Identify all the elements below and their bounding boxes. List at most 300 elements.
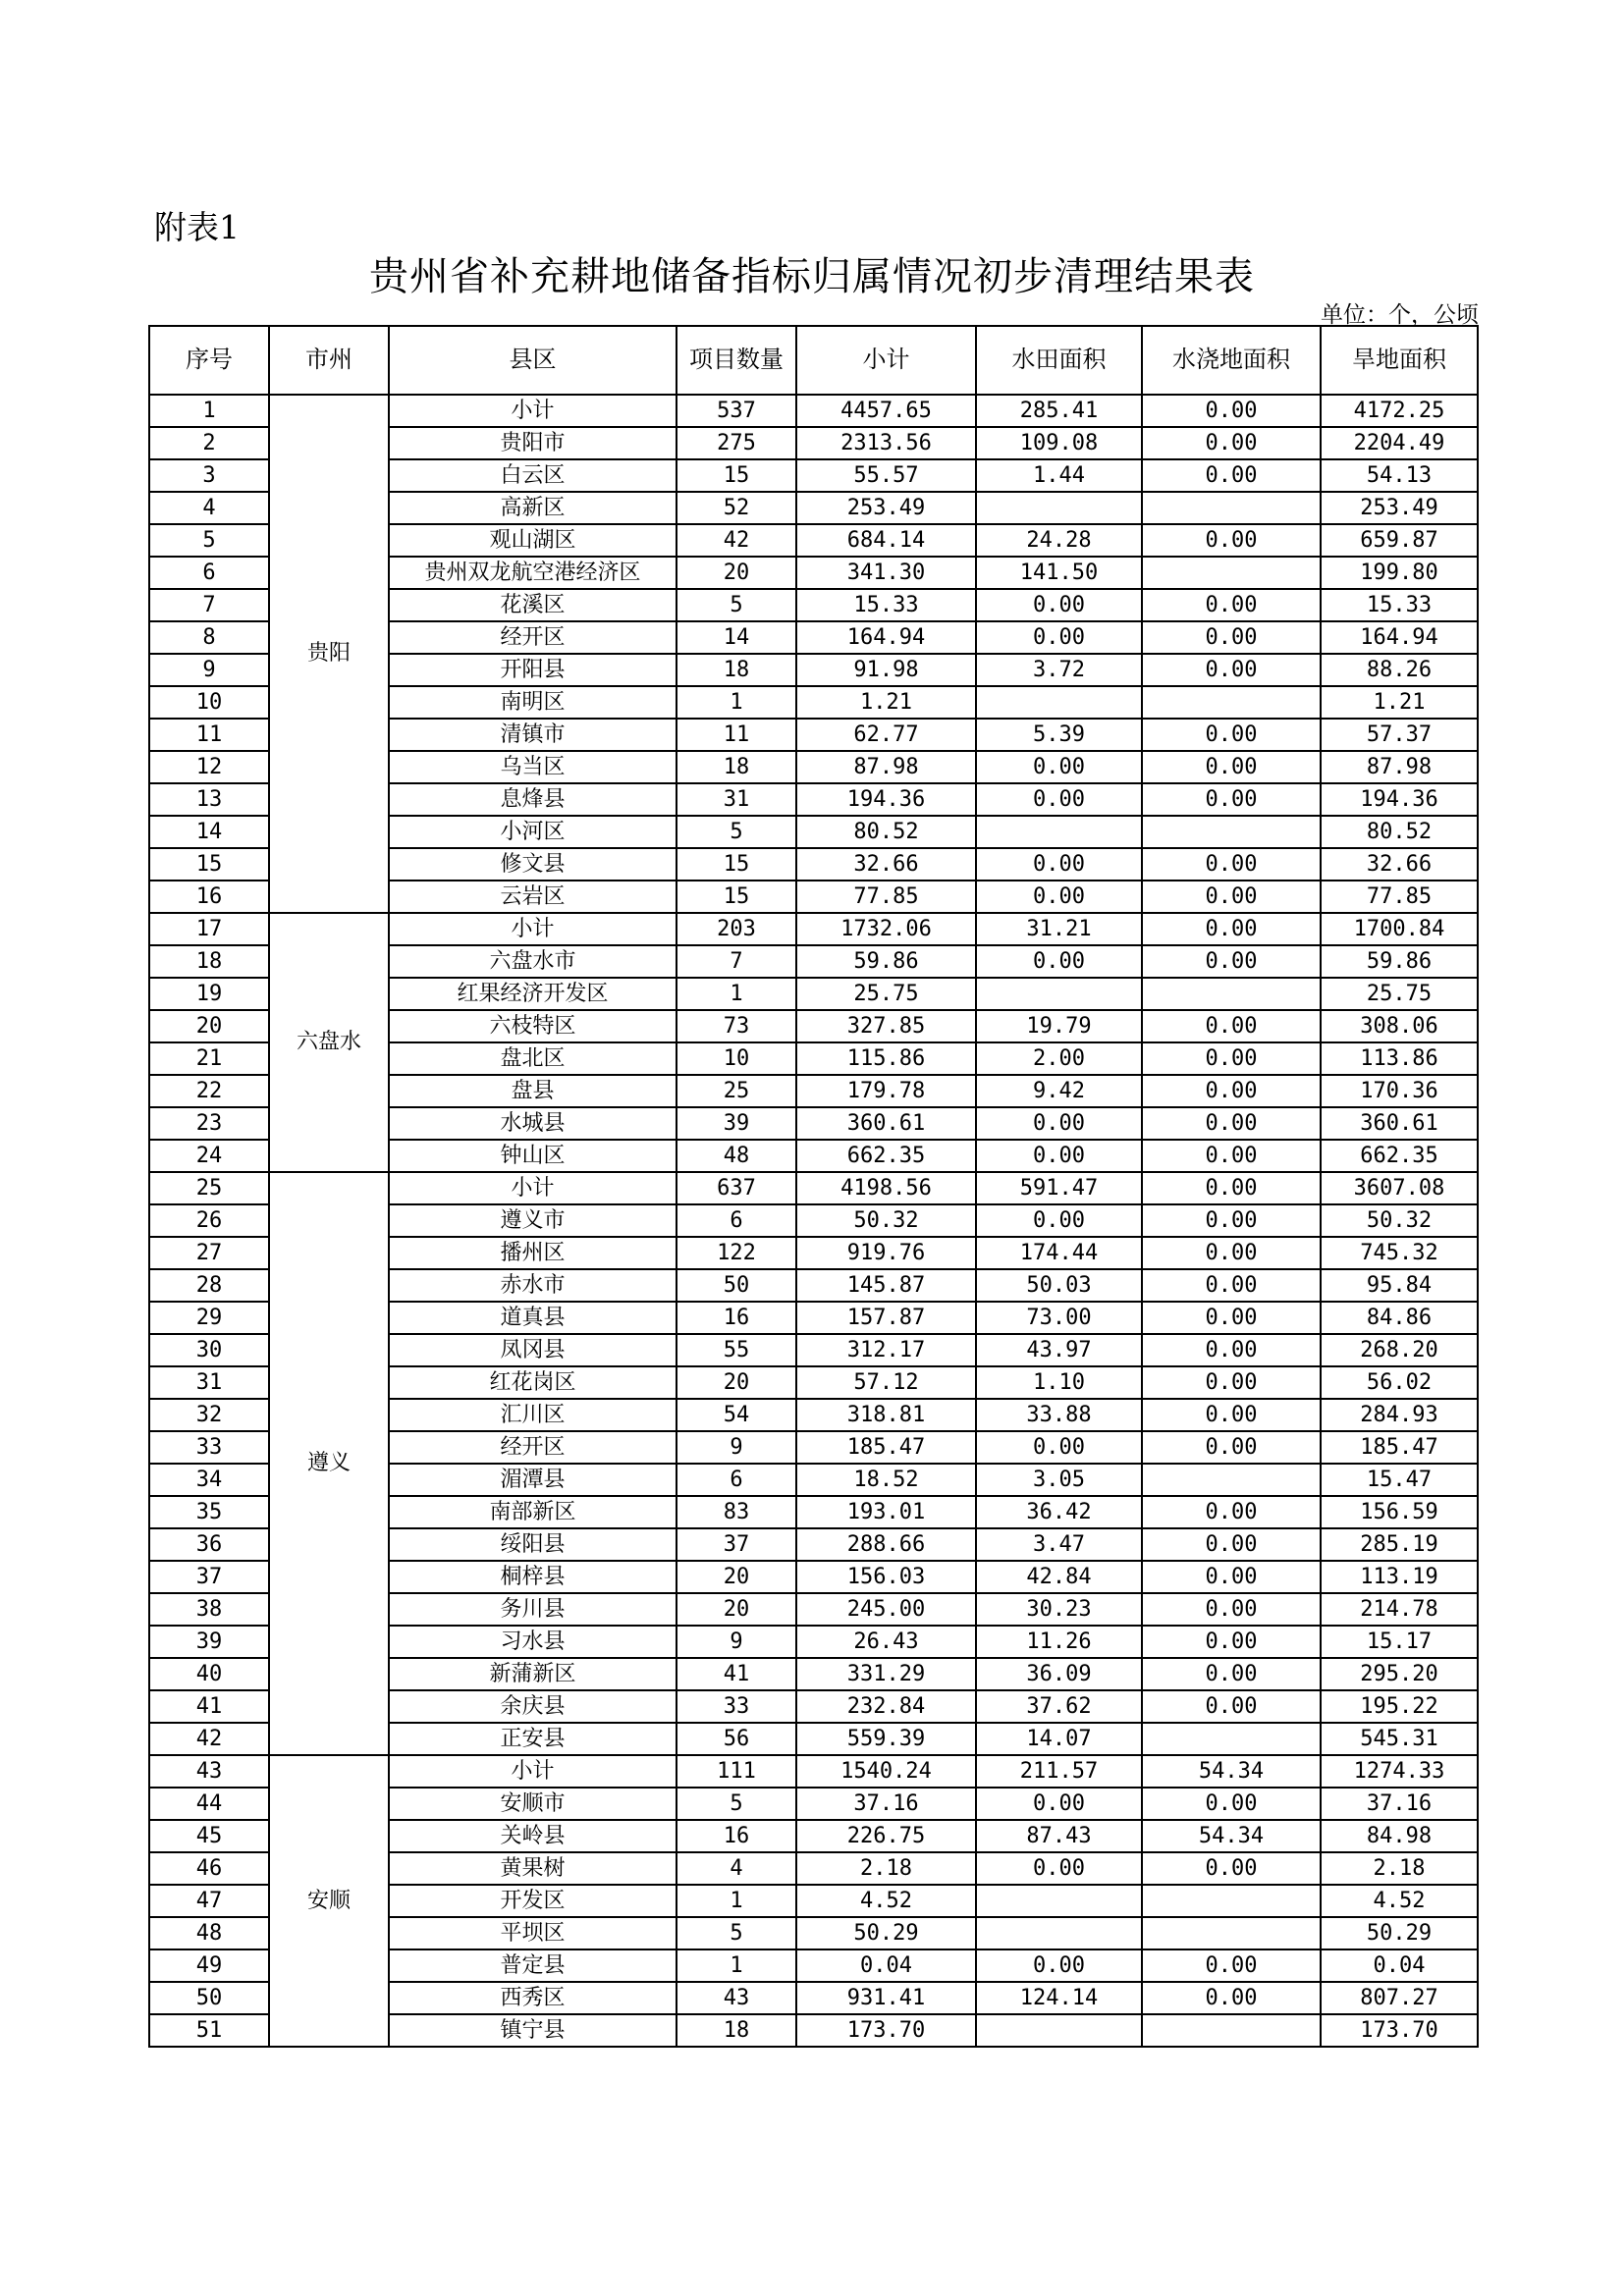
cell-county: 务川县 xyxy=(389,1593,677,1626)
cell-dry: 164.94 xyxy=(1321,621,1478,654)
cell-subtotal: 360.61 xyxy=(796,1107,976,1140)
cell-dry: 4.52 xyxy=(1321,1885,1478,1917)
cell-count: 1 xyxy=(677,1949,796,1982)
header-irrigated: 水浇地面积 xyxy=(1142,326,1321,395)
cell-county: 安顺市 xyxy=(389,1788,677,1820)
cell-county: 红花岗区 xyxy=(389,1366,677,1399)
cell-paddy: 14.07 xyxy=(976,1723,1142,1755)
cell-dry: 32.66 xyxy=(1321,848,1478,881)
cell-paddy: 43.97 xyxy=(976,1334,1142,1366)
cell-seq: 13 xyxy=(149,783,269,816)
cell-count: 1 xyxy=(677,686,796,719)
cell-paddy: 211.57 xyxy=(976,1755,1142,1788)
cell-irrigated: 0.00 xyxy=(1142,1658,1321,1690)
cell-paddy: 0.00 xyxy=(976,589,1142,621)
cell-subtotal: 0.04 xyxy=(796,1949,976,1982)
header-county: 县区 xyxy=(389,326,677,395)
cell-seq: 44 xyxy=(149,1788,269,1820)
cell-subtotal: 1540.24 xyxy=(796,1755,976,1788)
appendix-label: 附表1 xyxy=(154,208,240,246)
cell-irrigated xyxy=(1142,978,1321,1010)
cell-subtotal: 2.18 xyxy=(796,1852,976,1885)
cell-count: 6 xyxy=(677,1204,796,1237)
cell-dry: 2.18 xyxy=(1321,1852,1478,1885)
cell-paddy xyxy=(976,686,1142,719)
cell-dry: 88.26 xyxy=(1321,654,1478,686)
cell-city: 贵阳 xyxy=(269,395,389,913)
cell-irrigated: 0.00 xyxy=(1142,621,1321,654)
cell-irrigated: 0.00 xyxy=(1142,395,1321,427)
cell-seq: 16 xyxy=(149,881,269,913)
cell-count: 5 xyxy=(677,1917,796,1949)
cell-seq: 47 xyxy=(149,1885,269,1917)
cell-count: 20 xyxy=(677,1593,796,1626)
cell-count: 20 xyxy=(677,1561,796,1593)
cell-county: 高新区 xyxy=(389,492,677,524)
cell-count: 637 xyxy=(677,1172,796,1204)
cell-county: 汇川区 xyxy=(389,1399,677,1431)
cell-irrigated: 0.00 xyxy=(1142,1626,1321,1658)
cell-paddy: 31.21 xyxy=(976,913,1142,945)
cell-county: 赤水市 xyxy=(389,1269,677,1302)
cell-dry: 284.93 xyxy=(1321,1399,1478,1431)
cell-seq: 34 xyxy=(149,1464,269,1496)
cell-subtotal: 341.30 xyxy=(796,557,976,589)
cell-county: 息烽县 xyxy=(389,783,677,816)
cell-subtotal: 87.98 xyxy=(796,751,976,783)
cell-subtotal: 4.52 xyxy=(796,1885,976,1917)
cell-paddy: 1.10 xyxy=(976,1366,1142,1399)
cell-subtotal: 327.85 xyxy=(796,1010,976,1042)
cell-count: 275 xyxy=(677,427,796,459)
cell-county: 经开区 xyxy=(389,1431,677,1464)
cell-count: 4 xyxy=(677,1852,796,1885)
cell-subtotal: 1732.06 xyxy=(796,913,976,945)
cell-seq: 36 xyxy=(149,1528,269,1561)
header-seq: 序号 xyxy=(149,326,269,395)
cell-seq: 33 xyxy=(149,1431,269,1464)
cell-county: 凤冈县 xyxy=(389,1334,677,1366)
cell-irrigated xyxy=(1142,557,1321,589)
cell-subtotal: 156.03 xyxy=(796,1561,976,1593)
cell-irrigated xyxy=(1142,816,1321,848)
cell-count: 42 xyxy=(677,524,796,557)
cell-paddy: 591.47 xyxy=(976,1172,1142,1204)
cell-subtotal: 1.21 xyxy=(796,686,976,719)
cell-subtotal: 55.57 xyxy=(796,459,976,492)
cell-seq: 8 xyxy=(149,621,269,654)
table-row xyxy=(149,913,1478,945)
cell-county: 普定县 xyxy=(389,1949,677,1982)
cell-paddy: 0.00 xyxy=(976,945,1142,978)
cell-paddy: 0.00 xyxy=(976,621,1142,654)
cell-dry: 15.33 xyxy=(1321,589,1478,621)
cell-seq: 19 xyxy=(149,978,269,1010)
cell-count: 11 xyxy=(677,719,796,751)
cell-paddy: 0.00 xyxy=(976,1107,1142,1140)
cell-paddy: 1.44 xyxy=(976,459,1142,492)
cell-paddy: 0.00 xyxy=(976,1431,1142,1464)
cell-irrigated: 0.00 xyxy=(1142,1107,1321,1140)
cell-count: 37 xyxy=(677,1528,796,1561)
cell-county: 盘县 xyxy=(389,1075,677,1107)
cell-irrigated: 0.00 xyxy=(1142,1172,1321,1204)
cell-irrigated: 0.00 xyxy=(1142,427,1321,459)
cell-subtotal: 50.29 xyxy=(796,1917,976,1949)
cell-paddy: 285.41 xyxy=(976,395,1142,427)
cell-dry: 54.13 xyxy=(1321,459,1478,492)
cell-irrigated xyxy=(1142,1917,1321,1949)
cell-paddy: 0.00 xyxy=(976,1852,1142,1885)
cell-county: 白云区 xyxy=(389,459,677,492)
cell-paddy xyxy=(976,978,1142,1010)
cell-irrigated: 0.00 xyxy=(1142,1204,1321,1237)
cell-subtotal: 50.32 xyxy=(796,1204,976,1237)
cell-irrigated: 0.00 xyxy=(1142,1042,1321,1075)
cell-count: 20 xyxy=(677,557,796,589)
cell-seq: 43 xyxy=(149,1755,269,1788)
cell-seq: 38 xyxy=(149,1593,269,1626)
cell-dry: 50.32 xyxy=(1321,1204,1478,1237)
cell-irrigated: 0.00 xyxy=(1142,1982,1321,2014)
cell-count: 15 xyxy=(677,459,796,492)
cell-dry: 173.70 xyxy=(1321,2014,1478,2047)
cell-county: 六枝特区 xyxy=(389,1010,677,1042)
cell-seq: 25 xyxy=(149,1172,269,1204)
cell-dry: 1.21 xyxy=(1321,686,1478,719)
cell-dry: 807.27 xyxy=(1321,1982,1478,2014)
cell-subtotal: 18.52 xyxy=(796,1464,976,1496)
cell-subtotal: 57.12 xyxy=(796,1366,976,1399)
cell-paddy: 30.23 xyxy=(976,1593,1142,1626)
cell-dry: 662.35 xyxy=(1321,1140,1478,1172)
cell-subtotal: 288.66 xyxy=(796,1528,976,1561)
cell-irrigated: 0.00 xyxy=(1142,783,1321,816)
cell-dry: 4172.25 xyxy=(1321,395,1478,427)
cell-subtotal: 331.29 xyxy=(796,1658,976,1690)
cell-county: 小计 xyxy=(389,1755,677,1788)
cell-subtotal: 32.66 xyxy=(796,848,976,881)
cell-irrigated: 0.00 xyxy=(1142,1302,1321,1334)
cell-paddy: 11.26 xyxy=(976,1626,1142,1658)
cell-county: 道真县 xyxy=(389,1302,677,1334)
cell-seq: 29 xyxy=(149,1302,269,1334)
cell-county: 修文县 xyxy=(389,848,677,881)
cell-seq: 32 xyxy=(149,1399,269,1431)
cell-dry: 59.86 xyxy=(1321,945,1478,978)
cell-count: 18 xyxy=(677,751,796,783)
cell-paddy: 0.00 xyxy=(976,848,1142,881)
cell-seq: 6 xyxy=(149,557,269,589)
cell-county: 习水县 xyxy=(389,1626,677,1658)
cell-count: 73 xyxy=(677,1010,796,1042)
cell-irrigated: 0.00 xyxy=(1142,881,1321,913)
cell-subtotal: 4198.56 xyxy=(796,1172,976,1204)
cell-county: 经开区 xyxy=(389,621,677,654)
cell-county: 南明区 xyxy=(389,686,677,719)
cell-dry: 268.20 xyxy=(1321,1334,1478,1366)
cell-dry: 95.84 xyxy=(1321,1269,1478,1302)
document-title: 贵州省补充耕地储备指标归属情况初步清理结果表 xyxy=(369,254,1255,299)
cell-subtotal: 662.35 xyxy=(796,1140,976,1172)
cell-city: 六盘水 xyxy=(269,913,389,1172)
cell-subtotal: 193.01 xyxy=(796,1496,976,1528)
cell-count: 43 xyxy=(677,1982,796,2014)
cell-county: 观山湖区 xyxy=(389,524,677,557)
cell-seq: 1 xyxy=(149,395,269,427)
cell-seq: 2 xyxy=(149,427,269,459)
cell-seq: 17 xyxy=(149,913,269,945)
cell-count: 52 xyxy=(677,492,796,524)
cell-seq: 3 xyxy=(149,459,269,492)
cell-count: 31 xyxy=(677,783,796,816)
cell-irrigated: 0.00 xyxy=(1142,1075,1321,1107)
cell-irrigated: 0.00 xyxy=(1142,751,1321,783)
cell-dry: 194.36 xyxy=(1321,783,1478,816)
cell-irrigated: 0.00 xyxy=(1142,459,1321,492)
cell-paddy xyxy=(976,492,1142,524)
cell-count: 1 xyxy=(677,978,796,1010)
cell-subtotal: 80.52 xyxy=(796,816,976,848)
cell-county: 小计 xyxy=(389,1172,677,1204)
cell-count: 48 xyxy=(677,1140,796,1172)
cell-paddy xyxy=(976,816,1142,848)
cell-county: 云岩区 xyxy=(389,881,677,913)
cell-dry: 77.85 xyxy=(1321,881,1478,913)
cell-dry: 156.59 xyxy=(1321,1496,1478,1528)
cell-subtotal: 77.85 xyxy=(796,881,976,913)
cell-county: 播州区 xyxy=(389,1237,677,1269)
cell-seq: 9 xyxy=(149,654,269,686)
cell-paddy: 174.44 xyxy=(976,1237,1142,1269)
cell-irrigated: 0.00 xyxy=(1142,913,1321,945)
cell-county: 盘北区 xyxy=(389,1042,677,1075)
cell-seq: 48 xyxy=(149,1917,269,1949)
cell-irrigated: 0.00 xyxy=(1142,1431,1321,1464)
cell-count: 9 xyxy=(677,1431,796,1464)
cell-county: 关岭县 xyxy=(389,1820,677,1852)
cell-seq: 39 xyxy=(149,1626,269,1658)
cell-dry: 15.47 xyxy=(1321,1464,1478,1496)
cell-city: 安顺 xyxy=(269,1755,389,2047)
cell-subtotal: 194.36 xyxy=(796,783,976,816)
cell-irrigated xyxy=(1142,1464,1321,1496)
cell-irrigated: 0.00 xyxy=(1142,1366,1321,1399)
cell-county: 开阳县 xyxy=(389,654,677,686)
cell-seq: 49 xyxy=(149,1949,269,1982)
cell-irrigated: 0.00 xyxy=(1142,1528,1321,1561)
cell-dry: 113.19 xyxy=(1321,1561,1478,1593)
cell-city: 遵义 xyxy=(269,1172,389,1755)
cell-dry: 659.87 xyxy=(1321,524,1478,557)
cell-count: 1 xyxy=(677,1885,796,1917)
cell-count: 9 xyxy=(677,1626,796,1658)
cell-paddy: 0.00 xyxy=(976,1204,1142,1237)
cell-subtotal: 2313.56 xyxy=(796,427,976,459)
cell-paddy: 0.00 xyxy=(976,881,1142,913)
data-table xyxy=(148,325,1479,2048)
cell-subtotal: 253.49 xyxy=(796,492,976,524)
cell-seq: 20 xyxy=(149,1010,269,1042)
cell-seq: 22 xyxy=(149,1075,269,1107)
cell-seq: 10 xyxy=(149,686,269,719)
cell-county: 小计 xyxy=(389,395,677,427)
cell-county: 余庆县 xyxy=(389,1690,677,1723)
cell-subtotal: 318.81 xyxy=(796,1399,976,1431)
cell-subtotal: 173.70 xyxy=(796,2014,976,2047)
header-paddy: 水田面积 xyxy=(976,326,1142,395)
cell-count: 16 xyxy=(677,1302,796,1334)
cell-paddy: 3.72 xyxy=(976,654,1142,686)
cell-subtotal: 59.86 xyxy=(796,945,976,978)
cell-subtotal: 185.47 xyxy=(796,1431,976,1464)
cell-seq: 42 xyxy=(149,1723,269,1755)
cell-irrigated: 0.00 xyxy=(1142,1269,1321,1302)
cell-county: 黄果树 xyxy=(389,1852,677,1885)
cell-dry: 253.49 xyxy=(1321,492,1478,524)
cell-paddy: 36.09 xyxy=(976,1658,1142,1690)
header-subtotal: 小计 xyxy=(796,326,976,395)
cell-irrigated: 0.00 xyxy=(1142,654,1321,686)
cell-count: 18 xyxy=(677,2014,796,2047)
cell-paddy: 0.00 xyxy=(976,1949,1142,1982)
cell-subtotal: 164.94 xyxy=(796,621,976,654)
cell-paddy: 124.14 xyxy=(976,1982,1142,2014)
cell-paddy: 9.42 xyxy=(976,1075,1142,1107)
cell-count: 122 xyxy=(677,1237,796,1269)
cell-county: 乌当区 xyxy=(389,751,677,783)
cell-count: 537 xyxy=(677,395,796,427)
cell-irrigated: 0.00 xyxy=(1142,524,1321,557)
cell-dry: 50.29 xyxy=(1321,1917,1478,1949)
cell-seq: 5 xyxy=(149,524,269,557)
cell-subtotal: 684.14 xyxy=(796,524,976,557)
cell-seq: 23 xyxy=(149,1107,269,1140)
cell-seq: 18 xyxy=(149,945,269,978)
cell-subtotal: 26.43 xyxy=(796,1626,976,1658)
cell-count: 39 xyxy=(677,1107,796,1140)
cell-irrigated xyxy=(1142,2014,1321,2047)
header-dry: 旱地面积 xyxy=(1321,326,1478,395)
cell-seq: 27 xyxy=(149,1237,269,1269)
cell-count: 55 xyxy=(677,1334,796,1366)
table-row xyxy=(149,395,1478,427)
cell-county: 贵州双龙航空港经济区 xyxy=(389,557,677,589)
cell-county: 开发区 xyxy=(389,1885,677,1917)
cell-irrigated: 0.00 xyxy=(1142,1949,1321,1982)
cell-seq: 14 xyxy=(149,816,269,848)
cell-paddy: 0.00 xyxy=(976,783,1142,816)
cell-county: 清镇市 xyxy=(389,719,677,751)
cell-county: 平坝区 xyxy=(389,1917,677,1949)
unit-note: 单位：个，公顷 xyxy=(1321,302,1479,328)
cell-paddy xyxy=(976,1885,1142,1917)
cell-subtotal: 919.76 xyxy=(796,1237,976,1269)
cell-irrigated: 0.00 xyxy=(1142,1334,1321,1366)
cell-count: 111 xyxy=(677,1755,796,1788)
cell-dry: 57.37 xyxy=(1321,719,1478,751)
cell-dry: 25.75 xyxy=(1321,978,1478,1010)
cell-seq: 28 xyxy=(149,1269,269,1302)
cell-count: 33 xyxy=(677,1690,796,1723)
cell-subtotal: 91.98 xyxy=(796,654,976,686)
cell-irrigated: 54.34 xyxy=(1142,1820,1321,1852)
cell-irrigated: 0.00 xyxy=(1142,1010,1321,1042)
table-row xyxy=(149,1172,1478,1204)
cell-county: 桐梓县 xyxy=(389,1561,677,1593)
cell-paddy: 5.39 xyxy=(976,719,1142,751)
cell-subtotal: 179.78 xyxy=(796,1075,976,1107)
cell-irrigated: 0.00 xyxy=(1142,719,1321,751)
cell-dry: 199.80 xyxy=(1321,557,1478,589)
cell-dry: 87.98 xyxy=(1321,751,1478,783)
cell-dry: 3607.08 xyxy=(1321,1172,1478,1204)
cell-irrigated: 0.00 xyxy=(1142,1140,1321,1172)
cell-paddy xyxy=(976,1917,1142,1949)
cell-paddy xyxy=(976,2014,1142,2047)
cell-subtotal: 62.77 xyxy=(796,719,976,751)
cell-irrigated: 0.00 xyxy=(1142,945,1321,978)
cell-dry: 2204.49 xyxy=(1321,427,1478,459)
cell-irrigated: 54.34 xyxy=(1142,1755,1321,1788)
cell-paddy: 2.00 xyxy=(976,1042,1142,1075)
cell-seq: 11 xyxy=(149,719,269,751)
cell-subtotal: 232.84 xyxy=(796,1690,976,1723)
cell-dry: 195.22 xyxy=(1321,1690,1478,1723)
cell-dry: 80.52 xyxy=(1321,816,1478,848)
cell-seq: 12 xyxy=(149,751,269,783)
cell-county: 正安县 xyxy=(389,1723,677,1755)
cell-count: 14 xyxy=(677,621,796,654)
header-count: 项目数量 xyxy=(677,326,796,395)
cell-paddy: 36.42 xyxy=(976,1496,1142,1528)
cell-irrigated: 0.00 xyxy=(1142,848,1321,881)
cell-dry: 84.98 xyxy=(1321,1820,1478,1852)
cell-dry: 56.02 xyxy=(1321,1366,1478,1399)
cell-irrigated: 0.00 xyxy=(1142,589,1321,621)
cell-dry: 0.04 xyxy=(1321,1949,1478,1982)
cell-count: 10 xyxy=(677,1042,796,1075)
cell-irrigated: 0.00 xyxy=(1142,1237,1321,1269)
cell-subtotal: 145.87 xyxy=(796,1269,976,1302)
cell-seq: 40 xyxy=(149,1658,269,1690)
cell-dry: 295.20 xyxy=(1321,1658,1478,1690)
cell-seq: 31 xyxy=(149,1366,269,1399)
cell-seq: 37 xyxy=(149,1561,269,1593)
cell-dry: 1274.33 xyxy=(1321,1755,1478,1788)
cell-count: 203 xyxy=(677,913,796,945)
cell-paddy: 73.00 xyxy=(976,1302,1142,1334)
cell-dry: 84.86 xyxy=(1321,1302,1478,1334)
cell-seq: 7 xyxy=(149,589,269,621)
cell-paddy: 42.84 xyxy=(976,1561,1142,1593)
cell-count: 25 xyxy=(677,1075,796,1107)
cell-seq: 24 xyxy=(149,1140,269,1172)
cell-paddy: 141.50 xyxy=(976,557,1142,589)
cell-irrigated: 0.00 xyxy=(1142,1496,1321,1528)
cell-count: 15 xyxy=(677,848,796,881)
cell-subtotal: 25.75 xyxy=(796,978,976,1010)
cell-seq: 41 xyxy=(149,1690,269,1723)
cell-dry: 113.86 xyxy=(1321,1042,1478,1075)
cell-seq: 51 xyxy=(149,2014,269,2047)
cell-paddy: 37.62 xyxy=(976,1690,1142,1723)
cell-seq: 45 xyxy=(149,1820,269,1852)
cell-seq: 4 xyxy=(149,492,269,524)
header-city: 市州 xyxy=(269,326,389,395)
cell-paddy: 3.05 xyxy=(976,1464,1142,1496)
cell-dry: 15.17 xyxy=(1321,1626,1478,1658)
